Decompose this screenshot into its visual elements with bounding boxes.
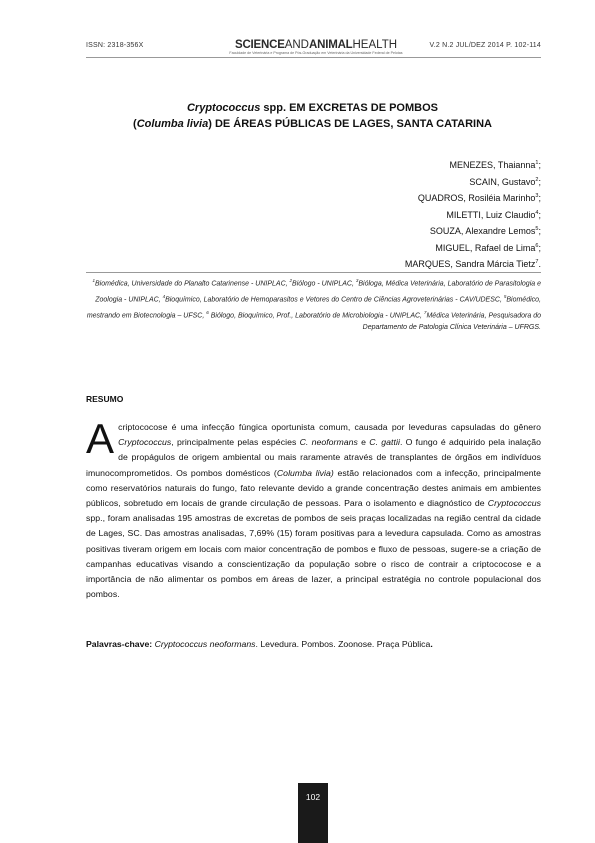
title-line2: ) DE ÁREAS PÚBLICAS DE LAGES, SANTA CATARINA: [208, 118, 492, 130]
title-paren: (: [133, 118, 137, 130]
logo-subtitle: Faculdade de Veterinária e Programa de Pós-Graduação em Veterinária da Universidade Federal de Pelotas: [229, 51, 403, 55]
issn: ISSN: 2318-356X: [86, 42, 144, 49]
author: MARQUES, Sandra Márcia Tietz$^7$.: [404, 259, 541, 269]
author: MILETTI, Luiz Claudio$^4$;: [446, 209, 541, 220]
page-number-tab: [298, 783, 328, 843]
drop-cap: A: [86, 415, 115, 462]
author: SOUZA, Alexandre Lemos$^5$;: [429, 226, 541, 236]
affiliation-divider: [86, 272, 541, 273]
logo-part-and: AND: [284, 39, 309, 51]
abstract-heading: RESUMO: [86, 394, 124, 404]
keywords-label: Palavras-chave:: [86, 639, 153, 649]
page-number: 102: [305, 792, 321, 802]
affiliations: $^1$Biomédica, Universidade do Planalto Catarinense - UNIPLAC, $^2$Biólogo - UNIPLAC, $^3$Bióloga, Médica Veterinária, Laboratório de Parasitologia e Zoologia - UNIPLAC, $^4$Bioquímico, Laboratório de Hemoparasitos e Vetores do Centro de Ciências Agroveterinárias - CAV/UDESC, $^5$Biomédico, mestrando em Biotecnologia – UFSC, $^6$ Biólogo, Bioquímico, Prof., Laboratório de Microbiologia - UNIPLAC, $^7$Médica Veterinária, Pesquisadora do Departamento de Patologia Clínica Veterinária – UFRGS.: [86, 278, 541, 332]
title-line1: spp. EM EXCRETAS DE POMBOS: [260, 102, 438, 114]
logo-part-animal: ANIMAL: [308, 39, 353, 51]
author: MENEZES, Thaianna$^1$;: [449, 160, 541, 170]
header-divider: [86, 57, 541, 58]
logo-part-science: SCIENCE: [234, 39, 285, 51]
title-species: Columba livia: [136, 118, 209, 130]
keywords: Palavras-chave: Cryptococcus neoformans. Levedura. Pombos. Zoonose. Praça Pública.: [86, 639, 433, 649]
keywords-species: Cryptococcus neoformans: [154, 639, 256, 649]
author: QUADROS, Rosiléia Marinho$^3$;: [417, 193, 541, 203]
abstract-body: A criptococose é uma infecção fúngica oportunista comum, causada por leveduras capsuladas do gênero Cryptococcus, principalmente pelas espécies C. neoformans e C. gattii. O fungo é adquirido pela inalação de propágulos de origem ambiental ou mais raramente através de transplantes de órgãos em indivíduos imunocomprometidos. Os pombos domésticos (Columba livia) estão relacionados com a infecção, principalmente como reservatórios naturais do fungo, fato relevante devido a grande concentração destes animais em ambientes públicos, sobretudo em locais de grande circulação de pessoas. Para o isolamento e diagnóstico de Cryptococcus spp., foram analisadas 195 amostras de excretas de pombos de seis praças localizadas na região central da cidade de Lages, SC. Das amostras analisadas, 7,69% (15) foram positivas para a levedura capsulada. Como as amostras positivas tiveram origem em locais com maior concentração de pombos e fluxo de pessoas, sugere-se a criação de campanhas educativas visando a conscientização da população sobre o risco de contrair a criptococose e a importância de não alimentar os pombos em áreas de lazer, a principal estratégia no controle populacional dos pombos.: [86, 415, 541, 600]
journal-logo: [216, 39, 416, 56]
title-genus: Cryptococcus: [186, 102, 261, 114]
logo-part-health: HEALTH: [352, 39, 398, 51]
author: MIGUEL, Rafael de Lima$^6$;: [435, 242, 541, 253]
author-list: [405, 156, 541, 272]
article-title: [60, 100, 565, 132]
volume-info: V.2 N.2 JUL/DEZ 2014 P. 102-114: [429, 42, 541, 49]
author: SCAIN, Gustavo$^2$;: [469, 176, 541, 187]
